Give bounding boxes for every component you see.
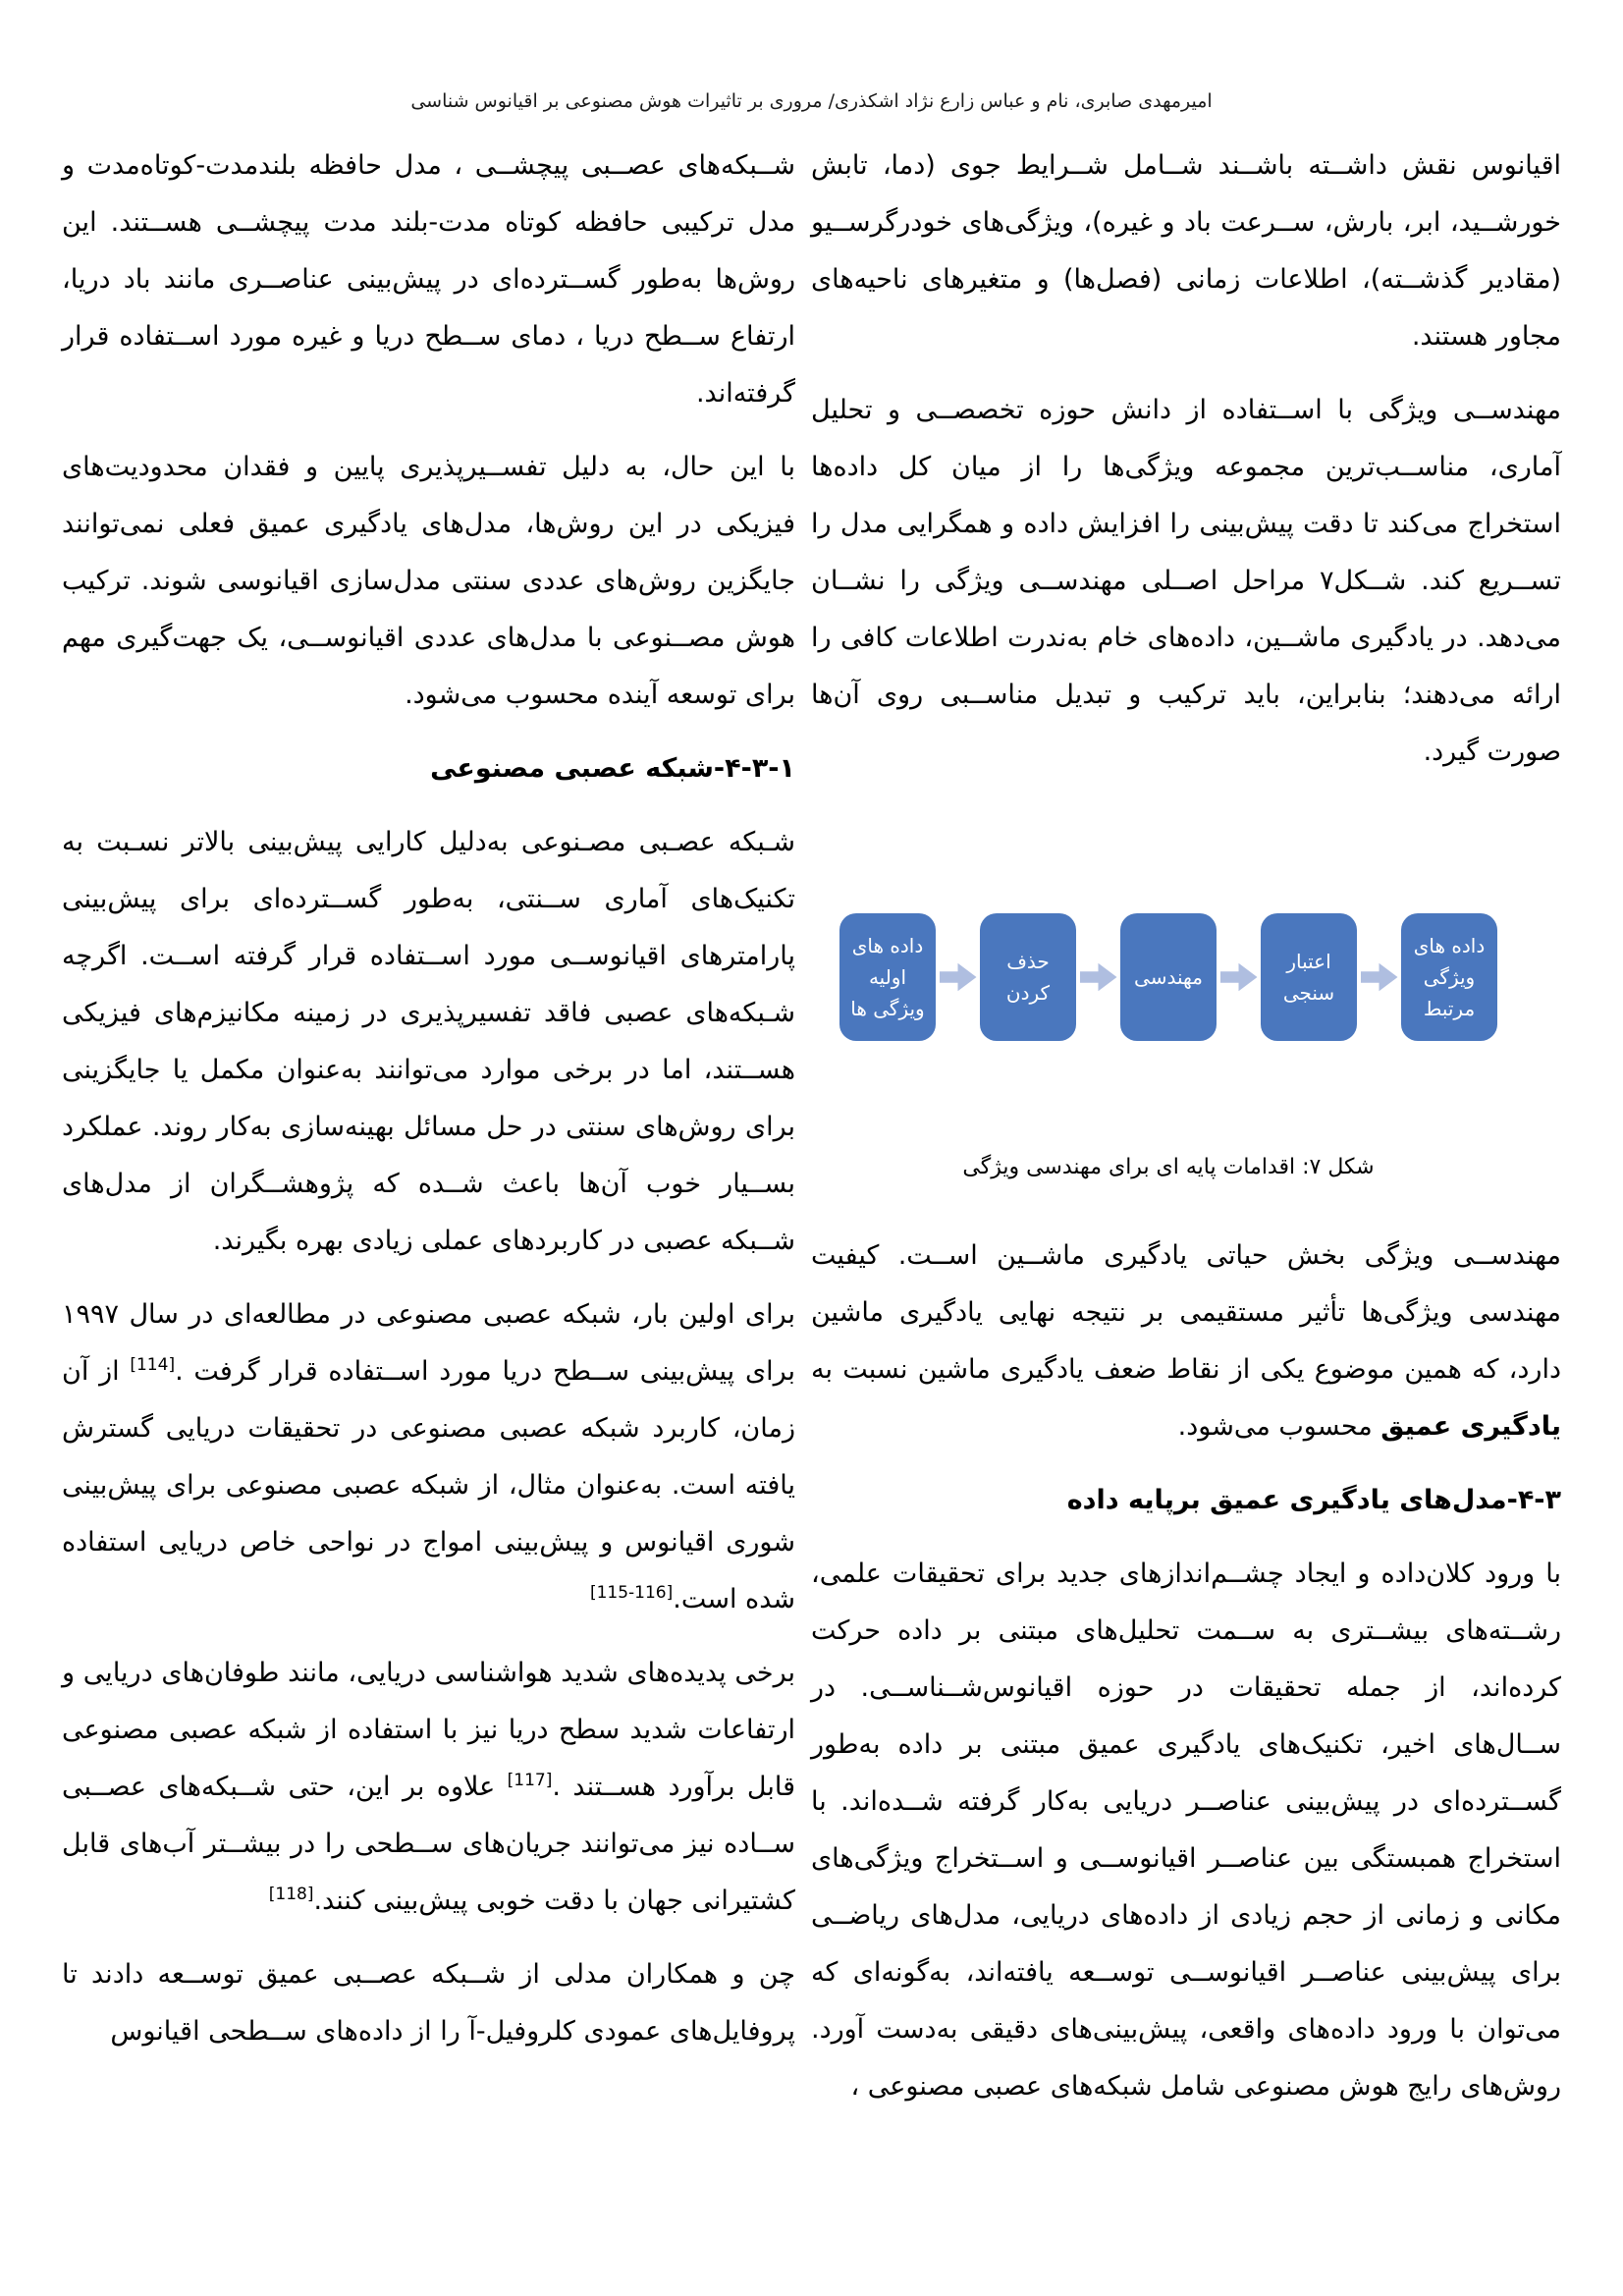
paragraph: چن و همکاران مدلی از شــبکه عصــبی عمیق توســعه دادند تا پروفایل‌های عمودی کلروفیل-آ را از داده‌های ســطحی اقیانوس [62,1959,795,2047]
figure-caption: شکل ۷: اقدامات پایه ای برای مهندسی ویژگی [962,1155,1375,1179]
right-arrow-icon [1080,960,1117,994]
paragraph: با ورود کلان‌داده و ایجاد چشــم‌اندازهای جدید برای تحقیقات علمی، رشــته‌های بیشــتری به ســمت تحلیل‌های مبتنی بر داده حرکت کرده‌اند، از جمله تحقیقات در حوزه اقیانوس‌شــناســی. در ســال‌های اخیر، تکنیک‌های یادگیری عمیق مبتنی بر داده به‌طور گســترده‌ای در پیش‌بینی عناصــر دریایی به‌کار گرفته شــده‌اند. با استخراج همبستگی بین عناصــر اقیانوســی و اســتخراج ویژگی‌های مکانی و زمانی از حجم زیادی از داده‌های دریایی، مدل‌های ریاضــی برای پیش‌بینی عناصــر اقیانوســی توســعه یافته‌اند، به‌گونه‌ای که می‌توان با ورود داده‌های واقعی، پیش‌بینی‌های دقیقی به‌دست آورد. روش‌های رایج هوش مصنوعی شامل شبکه‌های عصبی مصنوعی ، [811,1558,1561,2102]
figure-7-flowchart [839,913,1497,1183]
right-column [811,137,1561,2115]
paragraph-with-bold [811,1228,1561,1455]
paragraph: اقیانوس نقش داشــته باشــند شــامل شــرایط جوی (دما، تابش خورشــید، ابر، بارش، ســرعت باد و غیره)، ویژگی‌های خودرگرســیو (مقادیر گذشــته)، اطلاعات زمانی (فصل‌ها) و متغیرهای ناحیه‌های مجاور هستند. [811,150,1561,352]
paragraph: مهندســی ویژگی با اســتفاده از دانش حوزه تخصصــی و تحلیل آماری، مناســب‌ترین مجموعه ویژگی‌ها را از میان کل داده‌ها استخراج می‌کند تا دقت پیش‌بینی را افزایش داده و همگرایی مدل را تســریع کند. شــکل۷ مراحل اصــلی مهندســی ویژگی را نشــان می‌دهد. در یادگیری ماشــین، داده‌های خام به‌ندرت اطلاعات کافی را ارائه می‌دهند؛ بنابراین، باید ترکیب و تبدیل مناســبی روی آن‌ها صورت گیرد. [811,395,1562,767]
bold-term-deep-learning: یادگیری عمیق [1380,1411,1561,1442]
paragraph-text: از آن زمان، کاربرد شبکه عصبی مصنوعی در تحقیقات دریایی گسترش یافته است. به‌عنوان مثال، از شبکه عصبی مصنوعی برای پیش‌بینی شوری اقیانوس و پیش‌بینی امواج در نواحی خاص دریایی استفاده شده است. [62,1356,795,1614]
section-heading-ann: ۴-۳-۱-شبکه عصبی مصنوعی [430,753,795,784]
paragraph-text: محسوب می‌شود. [1177,1411,1381,1442]
section-heading-deep-learning-models: ۴-۳-مدل‌های یادگیری عمیق برپایه داده [1066,1485,1561,1515]
flow-box-validation: اعتبار سنجی [1261,913,1357,1041]
right-arrow-icon [1220,960,1258,994]
running-head: امیرمهدی صابری، نام و عباس زارع نژاد اشکذری/ مروری بر تاثیرات هوش مصنوعی بر اقیانوس شناسی [410,90,1213,112]
flow-box-engineering: مهندسی [1120,913,1217,1041]
feature-engineering-flow [839,913,1497,1041]
flow-box-related-feature-data: داده های ویژگی مرتبط [1401,913,1497,1041]
citation-118: [118] [268,1885,314,1904]
citation-117: [117] [507,1771,553,1790]
right-arrow-icon [940,960,977,994]
two-column-body [62,137,1561,2115]
flow-box-removal: حذف کردن [980,913,1076,1041]
paragraph-text: برخی پدیده‌های شدید هواشناسی دریایی، مانند طوفان‌های دریایی و ارتفاعات شدید سطح دریا نیز با استفاده از شبکه عصبی مصنوعی قابل برآورد هســتند . [62,1658,795,1802]
paragraph: شـبکه عصـبی مصـنوعی به‌دلیل کارایی پیش‌بینی بالاتر نسـبت به تکنیک‌های آماری ســنتی، به‌طور گســترده‌ای برای پیش‌بینی پارامترهای اقیانوســی مورد اســتفاده قرار گرفته اســت. اگرچه شـبکه‌های عصبی فاقد تفسیرپذیری در زمینه مکانیزم‌های فیزیکی هســتند، اما در برخی موارد می‌توانند به‌عنوان مکمل یا جایگزینی برای روش‌های سنتی در حل مسائل بهینه‌سازی به‌کار روند. عملکرد بســیار خوب آن‌ها باعث شــده که پژوهشــگران از مدل‌های شــبکه عصبی در کاربردهای عملی زیادی بهره بگیرند. [62,827,795,1256]
paragraph-text: مهندســی ویژگی بخش حیاتی یادگیری ماشــین اســت. کیفیت مهندسی ویژگی‌ها تأثیر مستقیمی بر نتیجه نهایی یادگیری ماشین دارد، که همین موضوع یکی از نقاط ضعف یادگیری ماشین نسبت به [811,1240,1561,1385]
citation-115-116: [115-116] [589,1583,674,1603]
paragraph: با این حال، به دلیل تفســیرپذیری پایین و فقدان محدودیت‌های فیزیکی در این روش‌ها، مدل‌های یادگیری عمیق فعلی نمی‌توانند جایگزین روش‌های عددی سنتی مدل‌سازی اقیانوسی شوند. ترکیب هوش مصــنوعی با مدل‌های عددی اقیانوســی، یک جهت‌گیری مهم برای توسعه آینده محسوب می‌شود. [62,452,795,710]
paragraph-with-citations [62,1286,795,1628]
citation-114: [114] [130,1355,176,1375]
flow-box-initial-feature-data: داده های اولیه ویژگی ها [839,913,936,1041]
paragraph-text: علاوه بر این، حتی شــبکه‌های عصــبی ســاده نیز می‌توانند جریان‌های ســطحی را در بیشــتر آب‌های قابل کشتیرانی جهان با دقت خوبی پیش‌بینی کنند. [62,1772,795,1916]
left-column [62,137,795,2115]
paragraph: شــبکه‌های عصــبی پیچشــی ، مدل حافظه بلندمدت-کوتاه‌مدت و مدل ترکیبی حافظه کوتاه مدت-بلند مدت پیچشــی هســتند. این روش‌ها به‌طور گســترده‌ای در پیش‌بینی عناصــری مانند باد دریا، ارتفاع ســطح دریا ، دمای ســطح دریا و غیره مورد اســتفاده قرار گرفته‌اند. [62,150,795,409]
paragraph-with-citations [62,1645,795,1930]
right-arrow-icon [1361,960,1398,994]
paragraph-text: برای اولین بار، شبکه عصبی مصنوعی در مطالعه‌ای در سال ۱۹۹۷ برای پیش‌بینی ســطح دریا مورد اســتفاده قرار گرفت . [62,1299,795,1387]
